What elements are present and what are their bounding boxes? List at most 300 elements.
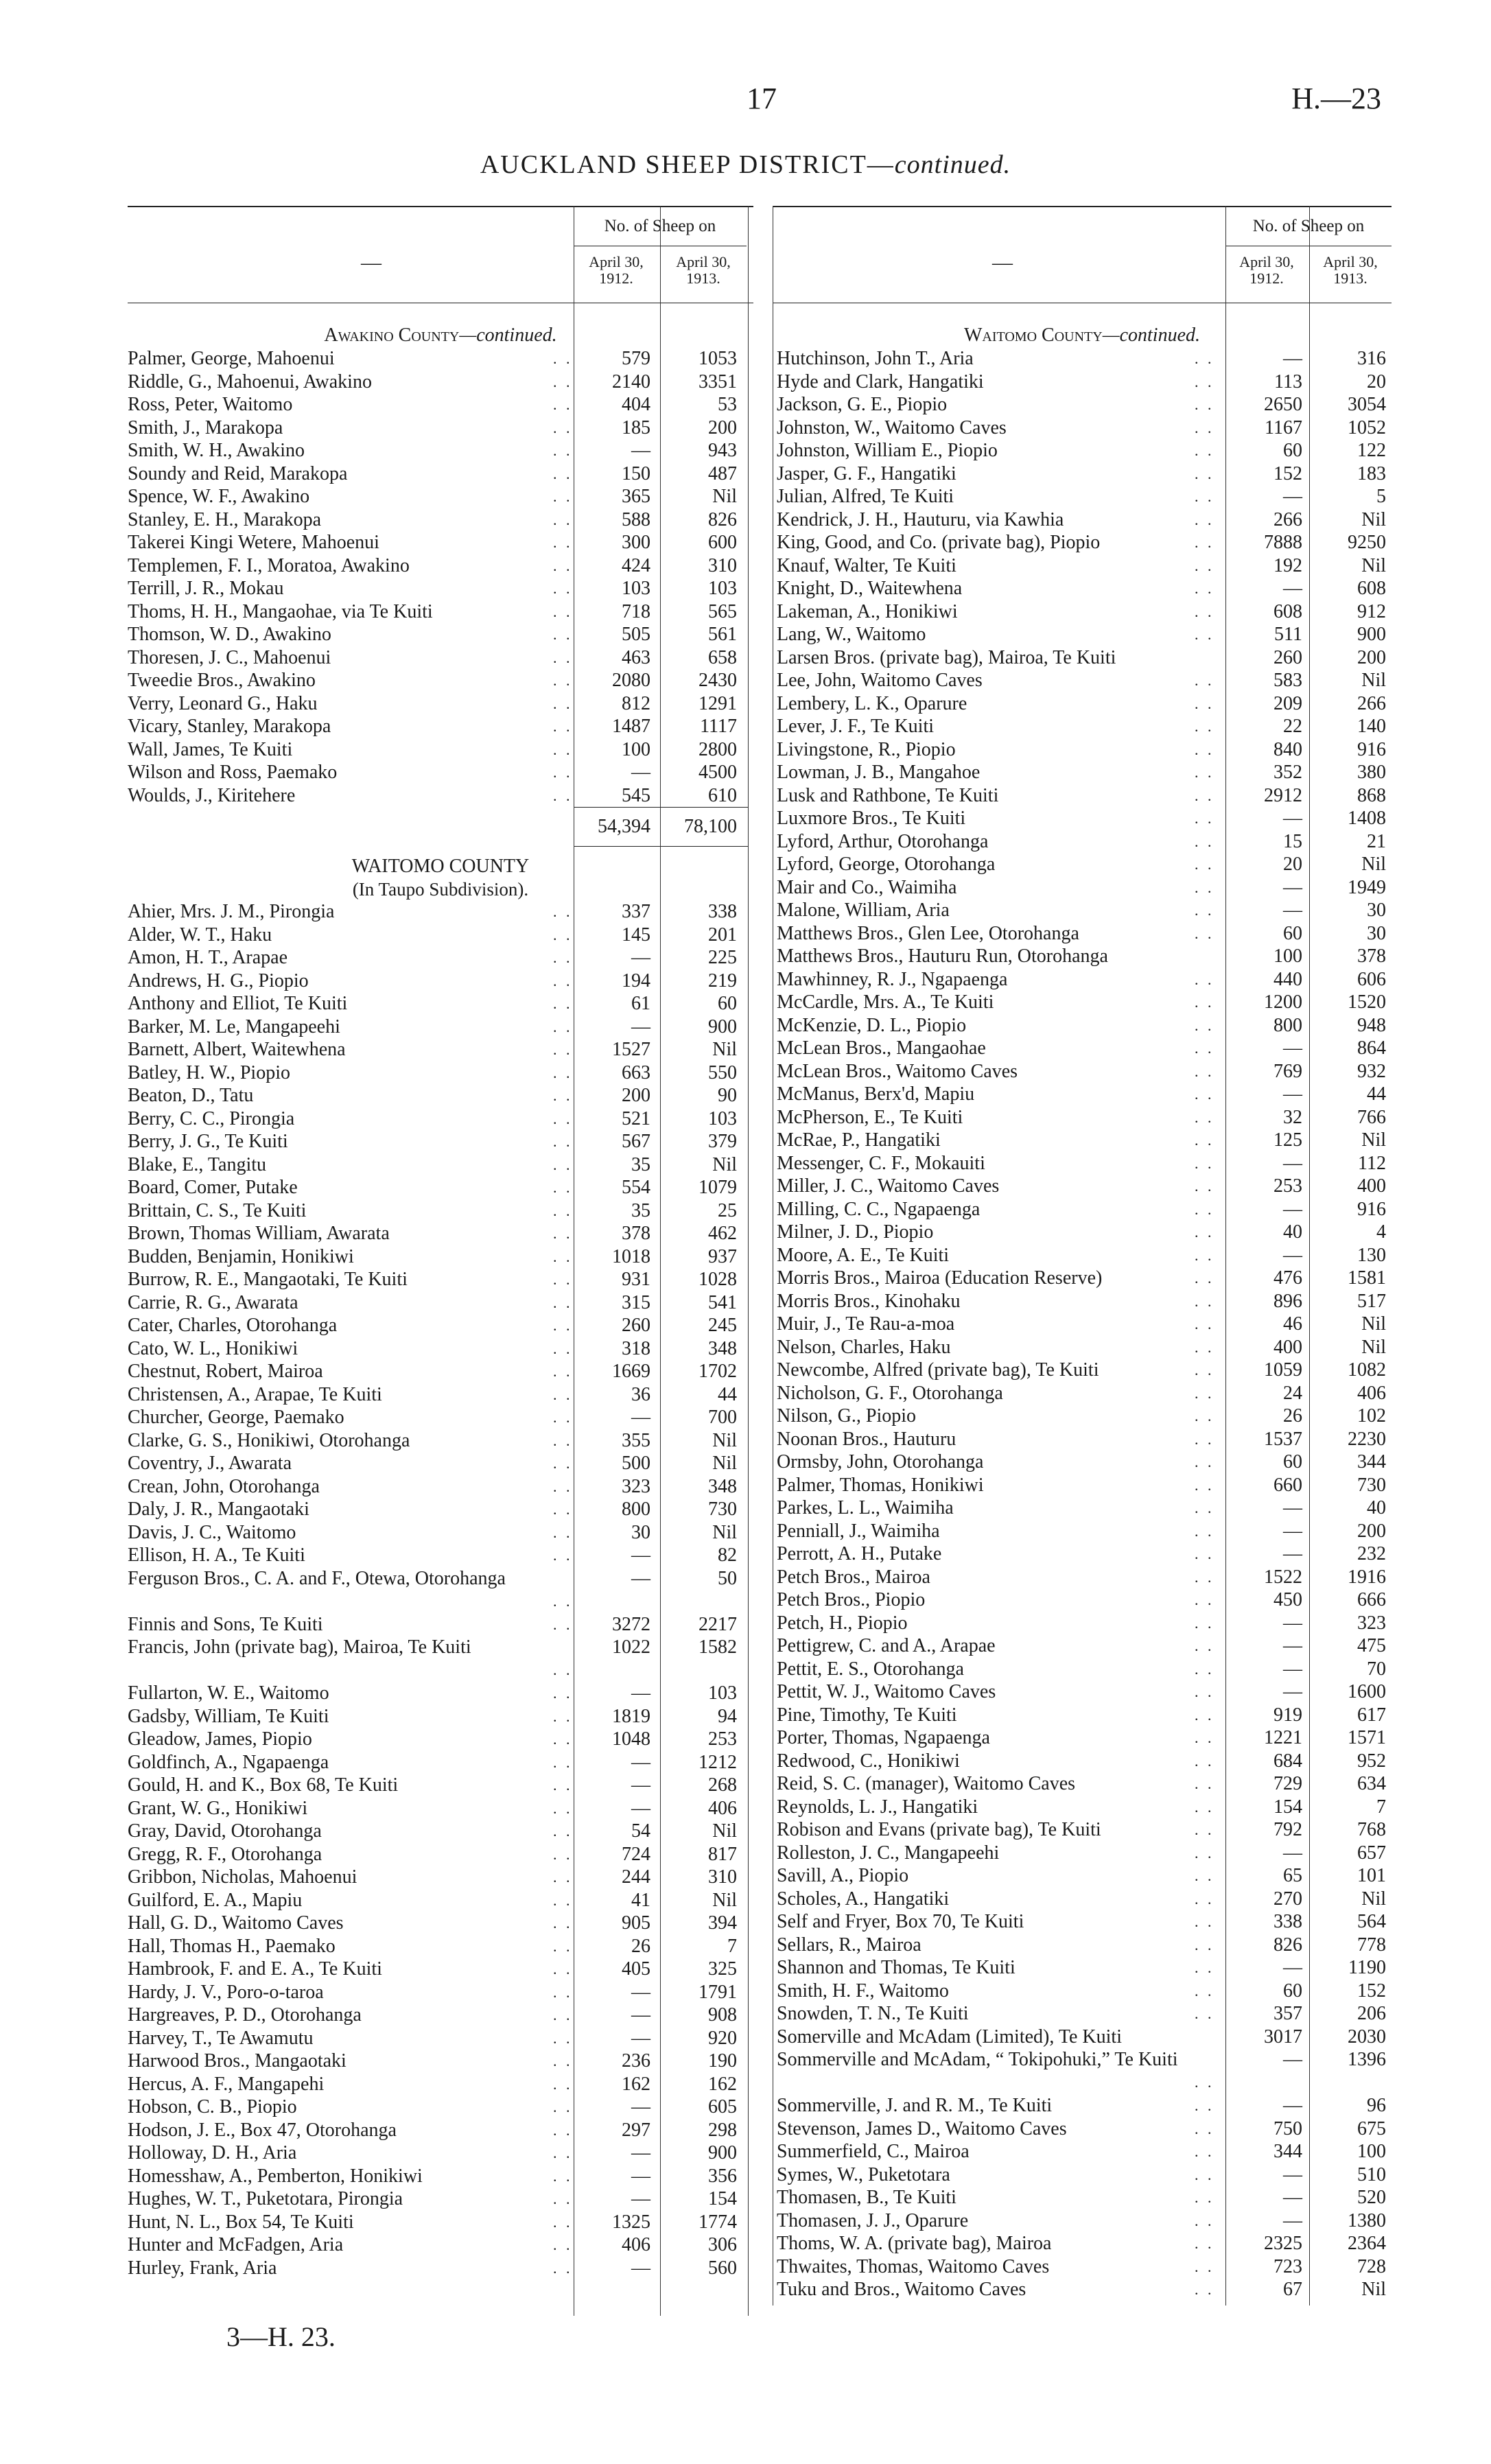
table-row xyxy=(773,2002,1392,2026)
leader-dots: . . xyxy=(1195,970,1214,988)
sheep-1912: 253 xyxy=(1273,1175,1302,1197)
sheep-1912: — xyxy=(631,2004,650,2026)
owner-name: Goldfinch, A., Ngapaenga xyxy=(128,1751,329,1773)
sheep-1913: 510 xyxy=(1357,2163,1386,2185)
sheep-1913: 206 xyxy=(1357,2003,1386,2024)
leader-dots: . . xyxy=(1195,740,1214,758)
sheep-1913: 1052 xyxy=(1348,416,1386,438)
name-column-dash: — xyxy=(992,251,1013,274)
owner-name: Porter, Thomas, Ngapaenga xyxy=(777,1727,990,1748)
owner-name: Gadsby, William, Te Kuiti xyxy=(128,1705,329,1727)
owner-name: Barker, M. Le, Mangapeehi xyxy=(128,1016,340,1037)
column-rule-end xyxy=(748,206,749,2316)
sheep-1913: 1791 xyxy=(698,1981,737,2003)
owner-name: Thoms, H. H., Mangaohae, via Te Kuiti xyxy=(128,600,433,622)
owner-name: Beaton, D., Tatu xyxy=(128,1085,254,1106)
owner-name: Milner, J. D., Piopio xyxy=(777,1221,934,1243)
awakino-county-heading: Awakino County—continued. xyxy=(324,325,557,346)
table-row xyxy=(773,1083,1392,1106)
sheep-1913: 666 xyxy=(1357,1589,1386,1610)
table-row xyxy=(773,1060,1392,1083)
sheep-1912: 500 xyxy=(622,1453,650,1474)
sheep-1912: 100 xyxy=(622,738,650,760)
owner-name: Brown, Thomas William, Awarata xyxy=(128,1223,390,1244)
sheep-1912: 244 xyxy=(622,1866,650,1888)
owner-name: Mair and Co., Waimiha xyxy=(777,876,957,898)
sheep-1912: 46 xyxy=(1283,1313,1302,1335)
leader-dots: . . xyxy=(1195,2005,1214,2022)
sheep-1912: — xyxy=(1283,1244,1302,1266)
leader-dots: . . xyxy=(1195,1522,1214,1540)
leader-dots: . . xyxy=(553,1201,573,1219)
sheep-1913: 225 xyxy=(708,947,737,968)
leader-dots: . . xyxy=(1195,1338,1214,1356)
table-row xyxy=(773,1864,1392,1888)
owner-name: Batley, H. W., Piopio xyxy=(128,1061,290,1083)
sheep-1913: 864 xyxy=(1357,1037,1386,1059)
owner-name: Cato, W. L., Honikiwi xyxy=(128,1337,298,1359)
sheep-1913: 7 xyxy=(727,1935,737,1957)
sheep-1912: 209 xyxy=(1273,692,1302,714)
sheep-1912: 1018 xyxy=(612,1245,650,1267)
sheep-1913: 600 xyxy=(708,532,737,553)
sheep-1912: — xyxy=(1283,1681,1302,1702)
sheep-1913: 1190 xyxy=(1348,1957,1386,1978)
sheep-1912: 663 xyxy=(622,1061,650,1083)
right-table xyxy=(773,206,1392,2301)
sheep-1912: — xyxy=(631,1567,650,1589)
sheep-1912: 152 xyxy=(1273,462,1302,484)
owner-name: Redwood, C., Honikiwi xyxy=(777,1750,960,1772)
owner-name: Self and Fryer, Box 70, Te Kuiti xyxy=(777,1911,1024,1932)
sheep-1912: 463 xyxy=(622,646,650,668)
owner-name: Nelson, Charles, Haku xyxy=(777,1336,951,1358)
sheep-1913: Nil xyxy=(712,1453,737,1474)
leader-dots: . . xyxy=(553,1110,573,1127)
leader-dots: . . xyxy=(553,903,573,920)
owner-name: Pettigrew, C. and A., Arapae xyxy=(777,1635,996,1656)
owner-name: Newcombe, Alfred (private bag), Te Kuiti xyxy=(777,1359,1099,1381)
table-row xyxy=(773,1520,1392,1543)
owner-name: Milling, C. C., Ngapaenga xyxy=(777,1198,981,1220)
leader-dots: . . xyxy=(1195,1890,1214,1908)
table-row xyxy=(773,1451,1392,1474)
sheep-1913: 406 xyxy=(708,1797,737,1819)
leader-dots: . . xyxy=(1195,764,1214,781)
owner-name: Snowden, T. N., Te Kuiti xyxy=(777,2003,969,2024)
sheep-1912: — xyxy=(1283,2187,1302,2208)
table-row xyxy=(773,1704,1392,1727)
leader-dots: . . xyxy=(1195,1131,1214,1149)
owner-name: Hobson, C. B., Piopio xyxy=(128,2096,297,2117)
sheep-1913: 25 xyxy=(718,1199,737,1221)
table-row xyxy=(773,1290,1392,1313)
owner-name: Alder, W. T., Haku xyxy=(128,924,272,946)
owner-name: Symes, W., Puketotara xyxy=(777,2163,950,2185)
leader-dots: . . xyxy=(553,2213,573,2231)
owner-name: Larsen Bros. (private bag), Mairoa, Te Kuiti xyxy=(777,646,1116,668)
sheep-1913: 82 xyxy=(718,1545,737,1566)
sheep-1913: 1082 xyxy=(1348,1359,1386,1381)
table-row xyxy=(773,393,1392,416)
leader-dots: . . xyxy=(553,718,573,735)
sheep-1912: — xyxy=(1283,1037,1302,1059)
owner-name: Malone, William, Aria xyxy=(777,900,950,921)
owner-name: McPherson, E., Te Kuiti xyxy=(777,1106,963,1128)
owner-name: Matthews Bros., Glen Lee, Otorohanga xyxy=(777,922,1079,944)
owner-name: Stanley, E. H., Marakopa xyxy=(128,508,321,530)
sheep-1912: 67 xyxy=(1283,2279,1302,2300)
owner-name: Harvey, T., Te Awamutu xyxy=(128,2027,314,2049)
sheep-1912: — xyxy=(631,1751,650,1773)
sheep-1913: Nil xyxy=(712,1889,737,1911)
sheep-1913: 560 xyxy=(708,2257,737,2279)
leader-dots: . . xyxy=(553,1845,573,1863)
leader-dots: . . xyxy=(553,648,573,666)
table-row xyxy=(773,2163,1392,2187)
sheep-1912: 1200 xyxy=(1264,992,1302,1013)
sheep-1912: 476 xyxy=(1273,1267,1302,1289)
sheep-1913: 4 xyxy=(1376,1221,1386,1243)
sheep-1912: 145 xyxy=(622,924,650,946)
table-row xyxy=(773,1106,1392,1129)
owner-name: Livingstone, R., Piopio xyxy=(777,738,956,760)
owner-name: Carrie, R. G., Awarata xyxy=(128,1291,298,1313)
sheep-1912: 200 xyxy=(622,1085,650,1106)
table-row xyxy=(773,2026,1392,2049)
sheep-1912: — xyxy=(631,1407,650,1428)
sheep-1913: 7 xyxy=(1376,1796,1386,1818)
sheep-1912: 65 xyxy=(1283,1865,1302,1886)
leader-dots: . . xyxy=(553,740,573,758)
owner-name: King, Good, and Co. (private bag), Piopio xyxy=(777,532,1101,553)
owner-name: Barnett, Albert, Waitewhena xyxy=(128,1039,346,1060)
leader-dots: . . xyxy=(553,1317,573,1334)
table-row xyxy=(773,531,1392,554)
sheep-1913: 520 xyxy=(1357,2187,1386,2208)
owner-name: Messenger, C. F., Mokauiti xyxy=(777,1152,985,1174)
leader-dots: . . xyxy=(1195,786,1214,804)
sheep-1913: 219 xyxy=(708,970,737,992)
waitomo-county-heading: WAITOMO COUNTY xyxy=(351,856,530,877)
leader-dots: . . xyxy=(553,488,573,505)
owner-name: Budden, Benjamin, Honikiwi xyxy=(128,1245,354,1267)
heading-italic: continued. xyxy=(894,150,1011,179)
owner-name: Summerfield, C., Mairoa xyxy=(777,2141,970,2162)
leader-dots: . . xyxy=(1195,1867,1214,1884)
leader-dots: . . xyxy=(1195,442,1214,459)
sheep-1912: 511 xyxy=(1274,624,1302,645)
sheep-1913: 325 xyxy=(708,1958,737,1980)
table-row xyxy=(773,807,1392,830)
sheep-1913: 2230 xyxy=(1348,1428,1386,1450)
sheep-1912: 60 xyxy=(1283,1980,1302,2002)
sheep-1913: 617 xyxy=(1357,1704,1386,1726)
owner-name: Thomasen, B., Te Kuiti xyxy=(777,2187,956,2208)
leader-dots: . . xyxy=(1195,1384,1214,1402)
owner-name: Ahier, Mrs. J. M., Pirongia xyxy=(128,901,335,922)
leader-dots: . . xyxy=(553,1041,573,1058)
owner-name: Lowman, J. B., Mangahoe xyxy=(777,762,981,783)
sheep-1912: 1527 xyxy=(612,1039,650,1060)
sheep-1913: 130 xyxy=(1357,1244,1386,1266)
total-bottom-rule xyxy=(574,846,748,847)
owner-name: Coventry, J., Awarata xyxy=(128,1453,292,1474)
owner-name: McLean Bros., Waitomo Caves xyxy=(777,1060,1018,1082)
leader-dots: . . xyxy=(1195,1269,1214,1287)
owner-name: Ellison, H. A., Te Kuiti xyxy=(128,1545,305,1566)
col-1913-header: April 30, 1913. xyxy=(1323,253,1378,287)
leader-dots: . . xyxy=(553,350,573,367)
table-row xyxy=(773,1634,1392,1658)
leader-dots: . . xyxy=(553,1431,573,1449)
owner-name: Robison and Evans (private bag), Te Kuiti xyxy=(777,1819,1101,1840)
owner-name: Thwaites, Thomas, Waitomo Caves xyxy=(777,2255,1050,2277)
sheep-1912: — xyxy=(631,947,650,968)
sheep-1912: 440 xyxy=(1273,968,1302,990)
leader-dots: . . xyxy=(553,2144,573,2161)
leader-dots: . . xyxy=(1195,2235,1214,2252)
leader-dots: . . xyxy=(553,534,573,551)
leader-dots: . . xyxy=(553,602,573,620)
sheep-1913: 912 xyxy=(1357,600,1386,622)
sheep-1913: 675 xyxy=(1357,2117,1386,2139)
leader-dots: . . xyxy=(553,2075,573,2093)
sheep-1913: 310 xyxy=(708,1866,737,1888)
owner-name: Hargreaves, P. D., Otorohanga xyxy=(128,2004,362,2026)
leader-dots: . . xyxy=(1195,694,1214,712)
owner-name: Gleadow, James, Piopio xyxy=(128,1728,312,1750)
owner-name: Spence, W. F., Awakino xyxy=(128,486,310,507)
owner-name: Mawhinney, R. J., Ngapaenga xyxy=(777,968,1008,990)
table-row xyxy=(773,2278,1392,2301)
owner-name: Moore, A. E., Te Kuiti xyxy=(777,1244,950,1266)
owner-name: Blake, E., Tangitu xyxy=(128,1153,267,1175)
owner-name: Hunt, N. L., Box 54, Te Kuiti xyxy=(128,2211,354,2233)
sheep-1913: 5 xyxy=(1376,486,1386,507)
owner-name: Sommerville and McAdam, “ Tokipohuki,” Te Kuiti xyxy=(777,2049,1178,2070)
owner-name: Thoresen, J. C., Mahoenui xyxy=(128,646,331,668)
sheep-1912: 406 xyxy=(622,2234,650,2255)
sheep-1912: 54 xyxy=(631,1820,650,1842)
leader-dots: . . xyxy=(1195,1361,1214,1378)
leader-dots: . . xyxy=(1195,1177,1214,1195)
leader-dots: . . xyxy=(1195,373,1214,390)
leader-dots: . . xyxy=(1195,902,1214,919)
sheep-1912: — xyxy=(631,2027,650,2049)
sheep-1913: 561 xyxy=(708,624,737,645)
sheep-1913: 310 xyxy=(708,554,737,576)
owner-name: Smith, J., Marakopa xyxy=(128,416,283,438)
sheep-1912: — xyxy=(631,2257,650,2279)
table-row xyxy=(773,1658,1392,1681)
sheep-1912: — xyxy=(1283,1658,1302,1680)
leader-dots: . . xyxy=(1195,1568,1214,1586)
sheep-1912: 608 xyxy=(1273,600,1302,622)
sheep-1912: 1487 xyxy=(612,716,650,737)
right-table-header xyxy=(773,206,1392,303)
owner-name: Woulds, J., Kiritehere xyxy=(128,784,296,806)
sheep-1912: 7888 xyxy=(1264,532,1302,553)
owner-name: Brittain, C. S., Te Kuiti xyxy=(128,1199,307,1221)
sheep-1913: 766 xyxy=(1357,1106,1386,1128)
owner-name: Knight, D., Waitewhena xyxy=(777,578,963,599)
leader-dots: . . xyxy=(553,1707,573,1725)
sheep-1913: 162 xyxy=(708,2073,737,2095)
leader-dots: . . xyxy=(553,1822,573,1840)
sheep-1913: 70 xyxy=(1367,1658,1386,1680)
leader-dots: . . xyxy=(1195,396,1214,413)
sheep-1912: 41 xyxy=(631,1889,650,1911)
owner-name: Stevenson, James D., Waitomo Caves xyxy=(777,2117,1067,2139)
sheep-1913: 1396 xyxy=(1348,2049,1386,2070)
leader-dots: . . xyxy=(1195,2166,1214,2183)
leader-dots: . . xyxy=(553,626,573,643)
table-row xyxy=(773,1359,1392,1382)
leader-dots: . . xyxy=(553,1937,573,1955)
sheep-1912: 60 xyxy=(1283,1451,1302,1472)
owner-name: Rolleston, J. C., Mangapeehi xyxy=(777,1842,1000,1864)
sheep-1913: 900 xyxy=(708,1016,737,1037)
sheep-1912: 352 xyxy=(1273,762,1302,783)
leader-dots: . . xyxy=(1195,1982,1214,1999)
sheep-1913: 730 xyxy=(708,1499,737,1520)
leader-dots: . . xyxy=(553,511,573,528)
leader-dots: . . xyxy=(1195,1844,1214,1862)
owner-name: Clarke, G. S., Honikiwi, Otorohanga xyxy=(128,1429,410,1451)
sheep-1913: 1212 xyxy=(698,1751,737,1773)
col-1912-header: April 30, 1912. xyxy=(1239,253,1294,287)
sheep-count-group-header: No. of Sheep on xyxy=(1252,217,1365,235)
owner-name: Morris Bros., Mairoa (Education Reserve) xyxy=(777,1267,1103,1289)
sheep-1912: 905 xyxy=(622,1912,650,1934)
table-row xyxy=(773,1382,1392,1405)
owner-name: Lakeman, A., Honikiwi xyxy=(777,600,958,622)
owner-name: Miller, J. C., Waitomo Caves xyxy=(777,1175,1000,1197)
leader-dots: . . xyxy=(553,2121,573,2139)
sheep-1912: 266 xyxy=(1273,508,1302,530)
sheep-1912: — xyxy=(1283,1152,1302,1174)
left-table xyxy=(128,206,753,2279)
leader-dots: . . xyxy=(1195,1545,1214,1562)
sheep-1913: 937 xyxy=(708,1245,737,1267)
sheep-1912: 337 xyxy=(622,901,650,922)
table-row xyxy=(773,1612,1392,1635)
sheep-1913: 1520 xyxy=(1348,992,1386,1013)
owner-name: Homesshaw, A., Pemberton, Honikiwi xyxy=(128,2165,423,2187)
sheep-1913: 700 xyxy=(708,1407,737,1428)
leader-dots: . . xyxy=(1195,534,1214,551)
total-1912: 54,394 xyxy=(598,816,650,837)
owner-name: Hall, Thomas H., Paemako xyxy=(128,1935,336,1957)
sheep-1912: — xyxy=(631,2165,650,2187)
sheep-1912: 800 xyxy=(622,1499,650,1520)
sheep-1912: 1167 xyxy=(1265,416,1302,438)
owner-name: Riddle, G., Mahoenui, Awakino xyxy=(128,371,372,392)
owner-name: Vicary, Stanley, Marakopa xyxy=(128,716,331,737)
leader-dots: . . xyxy=(1195,2281,1214,2298)
sheep-1913: 2364 xyxy=(1348,2233,1386,2254)
sheep-1913: 44 xyxy=(1367,1083,1386,1105)
sheep-1913: 634 xyxy=(1357,1773,1386,1794)
sheep-1912: 750 xyxy=(1273,2117,1302,2139)
owner-name: Shannon and Thomas, Te Kuiti xyxy=(777,1957,1015,1978)
page-heading xyxy=(0,150,1491,180)
sheep-1913: 728 xyxy=(1357,2255,1386,2277)
owner-name: Noonan Bros., Hauturu xyxy=(777,1428,956,1450)
owner-name: Hall, G. D., Waitomo Caves xyxy=(128,1912,344,1934)
owner-name: Perrott, A. H., Putake xyxy=(777,1543,942,1564)
owner-name: Petch, H., Piopio xyxy=(777,1612,908,1634)
table-row xyxy=(773,991,1392,1014)
waitomo-county-subheading: (In Taupo Subdivision). xyxy=(352,879,529,900)
sheep-1912: 60 xyxy=(1283,440,1302,461)
table-row xyxy=(773,1474,1392,1497)
leader-dots: . . xyxy=(553,442,573,459)
sheep-1912: 400 xyxy=(1273,1336,1302,1358)
sheep-1913: 1571 xyxy=(1348,1727,1386,1748)
sheep-1912: — xyxy=(631,440,650,461)
sheep-1912: 450 xyxy=(1273,1589,1302,1610)
sheep-1913: 183 xyxy=(1357,462,1386,484)
owner-name: Templemen, F. I., Moratoa, Awakino xyxy=(128,554,410,576)
owner-name: Parkes, L. L., Waimiha xyxy=(777,1497,954,1518)
table-row xyxy=(773,899,1392,922)
sheep-1913: 21 xyxy=(1367,830,1386,852)
sheep-1912: 723 xyxy=(1273,2255,1302,2277)
sheep-1913: 517 xyxy=(1357,1290,1386,1312)
sheep-1913: 338 xyxy=(708,901,737,922)
leader-dots: . . xyxy=(1195,1959,1214,1976)
sheep-1913: 608 xyxy=(1357,578,1386,599)
table-row xyxy=(773,1818,1392,1842)
sheep-1913: 1949 xyxy=(1348,876,1386,898)
sheep-1912: — xyxy=(1283,1635,1302,1656)
leader-dots: . . xyxy=(1195,350,1214,367)
owner-name: Thomson, W. D., Awakino xyxy=(128,624,331,645)
sheep-1913: 1600 xyxy=(1348,1681,1386,1702)
sheep-1913: 462 xyxy=(708,1223,737,1244)
sheep-1913: Nil xyxy=(712,1153,737,1175)
sheep-1912: — xyxy=(631,2142,650,2163)
sheep-1912: 826 xyxy=(1273,1934,1302,1956)
sheep-1913: 1079 xyxy=(698,1177,737,1198)
leader-dots: . . xyxy=(1195,626,1214,643)
leader-dots: . . xyxy=(1195,2074,1214,2091)
table-row xyxy=(773,1934,1392,1957)
sheep-1913: 122 xyxy=(1357,440,1386,461)
sheep-1912: — xyxy=(1283,1842,1302,1864)
owner-name: Grant, W. G., Honikiwi xyxy=(128,1797,308,1819)
owner-name: Julian, Alfred, Te Kuiti xyxy=(777,486,954,507)
sheep-1913: 605 xyxy=(708,2096,737,2117)
sheep-1913: 1408 xyxy=(1348,808,1386,829)
owner-name: Terrill, J. R., Mokau xyxy=(128,578,284,599)
sheep-1913: 379 xyxy=(708,1131,737,1152)
total-1913: 78,100 xyxy=(684,816,737,837)
table-row xyxy=(773,1750,1392,1773)
sheep-1913: 1380 xyxy=(1348,2209,1386,2231)
sheep-1912: — xyxy=(1283,1198,1302,1220)
sheep-1913: 100 xyxy=(1357,2141,1386,2162)
sheep-1913: 201 xyxy=(708,924,737,946)
owner-name: McManus, Berx'd, Mapiu xyxy=(777,1083,975,1105)
owner-name: Davis, J. C., Waitomo xyxy=(128,1521,296,1543)
sheep-1913: 908 xyxy=(708,2004,737,2026)
leader-dots: . . xyxy=(1195,832,1214,850)
sheep-1913: 344 xyxy=(1357,1451,1386,1472)
sheep-1912: — xyxy=(631,1774,650,1796)
